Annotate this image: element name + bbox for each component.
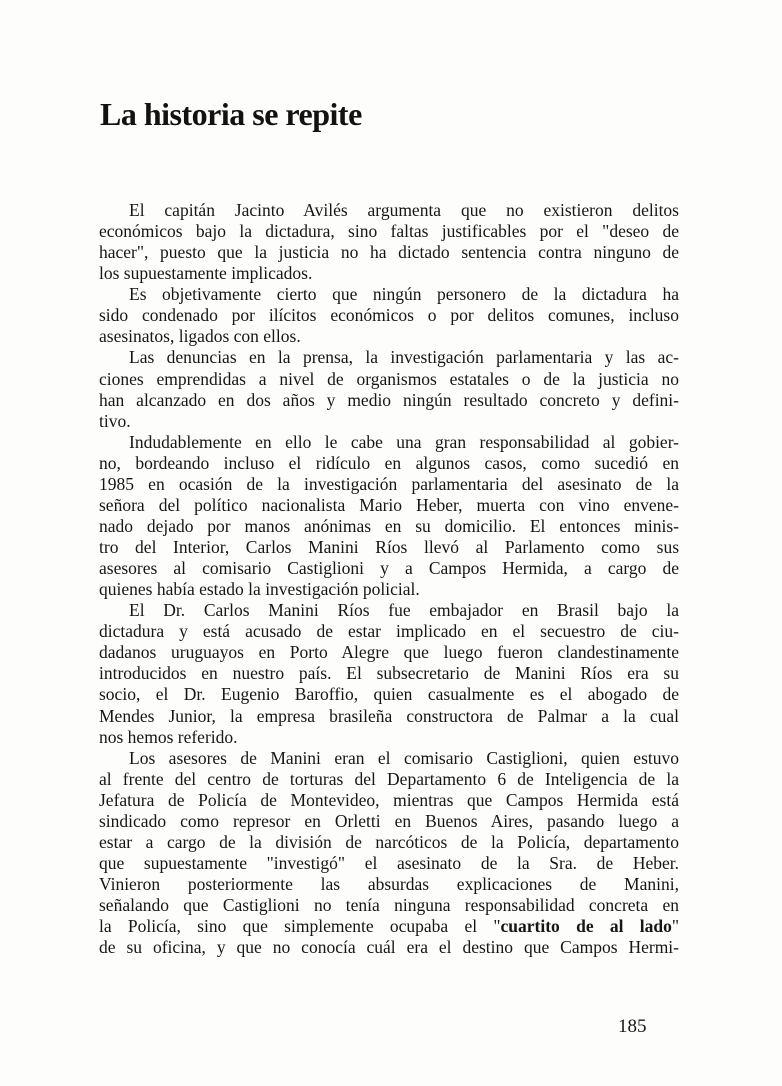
text-line: El Dr. Carlos Manini Ríos fue embajador en Brasil bajo la (129, 600, 679, 621)
text-line: Indudablemente en ello le cabe una gran responsabilidad al gobier- (129, 431, 679, 452)
text-line: de su oficina, y que no conocía cuál era el destino que Campos Hermi- (99, 937, 679, 958)
text-line: ciones emprendidas a nivel de organismos estatales o de la justicia no (99, 368, 679, 389)
text-line: nos hemos referido. (99, 726, 238, 747)
text-line: Vinieron posteriormente las absurdas explicaciones de Manini, (99, 874, 679, 894)
page-title: La historia se repite (100, 96, 362, 132)
text-line: 1985 en ocasión de la investigación parlamentaria del asesinato de la (99, 473, 679, 494)
text-line: señora del político nacionalista Mario Heber, muerta con vino envene- (99, 494, 679, 515)
text-line: sindicado como represor en Orletti en Buenos Aires, pasando luego a (99, 810, 679, 831)
text-line: Mendes Junior, la empresa brasileña constructora de Palmar a la cual (99, 705, 679, 726)
text-line: socio, el Dr. Eugenio Baroffio, quien casualmente es el abogado de (99, 684, 679, 705)
text-line: tivo. (99, 410, 131, 431)
page-number: 185 (618, 1016, 647, 1037)
text-line: Es objetivamente cierto que ningún personero de la dictadura ha (129, 284, 679, 305)
text-line: sido condenado por ilícitos económicos o por delitos comunes, incluso (99, 305, 679, 326)
text-line: han alcanzado en dos años y medio ningún resultado concreto y defini- (99, 389, 679, 410)
bold-text-segment: cuartito de al lado (500, 916, 672, 937)
text-line: estar a cargo de la división de narcóticos de la Policía, departamento (99, 831, 679, 852)
text-line: asesinatos, ligados con ellos. (99, 326, 301, 347)
text-line: dictadura y está acusado de estar implicado en el secuestro de ciu- (99, 621, 679, 642)
text-line: económicos bajo la dictadura, sino faltas justificables por el "deseo de (99, 221, 679, 242)
text-segment: la Policía, sino que simplemente ocupaba el " (99, 916, 501, 937)
text-line: hacer", puesto que la justicia no ha dictado sentencia contra ninguno de (99, 242, 679, 263)
text-line: introducidos en nuestro país. El subsecretario de Manini Ríos era su (99, 663, 679, 684)
text-line: nado dejado por manos anónimas en su domicilio. El entonces minis- (99, 515, 679, 536)
text-line: Las denuncias en la prensa, la investigación parlamentaria y las ac- (129, 347, 679, 368)
text-line: Jefatura de Policía de Montevideo, mientras que Campos Hermida está (99, 789, 679, 810)
body-text (99, 200, 679, 958)
text-line: que supuestamente "investigó" el asesinato de la Sra. de Heber. (99, 852, 679, 873)
text-line: dadanos uruguayos en Porto Alegre que luego fueron clandestinamente (99, 642, 679, 663)
text-line (99, 916, 679, 937)
text-line: señalando que Castiglioni no tenía ninguna responsabilidad concreta en (99, 895, 679, 916)
text-line: El capitán Jacinto Avilés argumenta que no existieron delitos (129, 200, 679, 220)
text-segment: " (671, 916, 680, 937)
text-line: al frente del centro de torturas del Departamento 6 de Inteligencia de la (99, 768, 679, 789)
text-line: Los asesores de Manini eran el comisario Castiglioni, quien estuvo (129, 747, 679, 768)
text-line: no, bordeando incluso el ridículo en algunos casos, como sucedió en (99, 452, 679, 473)
text-line: asesores al comisario Castiglioni y a Campos Hermida, a cargo de (99, 558, 679, 579)
text-line: los supuestamente implicados. (99, 263, 313, 284)
text-line: quienes había estado la investigación policial. (99, 579, 420, 600)
text-line: tro del Interior, Carlos Manini Ríos llevó al Parlamento como sus (99, 537, 679, 557)
